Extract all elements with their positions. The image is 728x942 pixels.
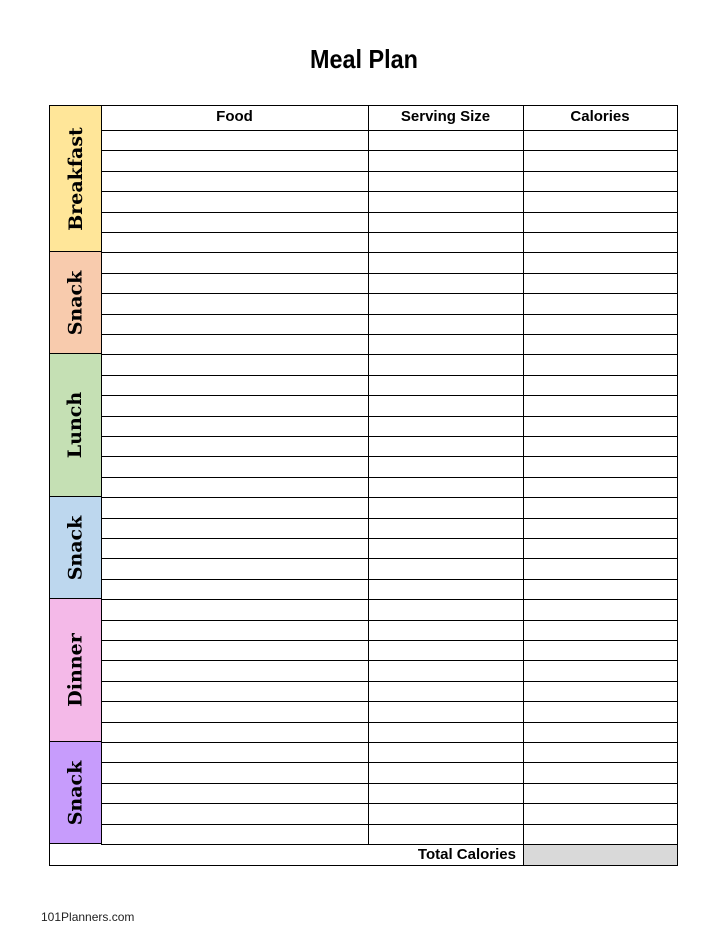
table-row-divider	[101, 681, 677, 682]
table-row-divider	[101, 334, 677, 335]
section-label: Snack	[64, 270, 87, 336]
header-divider	[101, 130, 677, 131]
table-row-divider	[101, 803, 677, 804]
table-row-divider	[101, 660, 677, 661]
column-header-calories: Calories	[570, 108, 630, 125]
table-row-divider	[101, 191, 677, 192]
table-row-divider	[101, 742, 677, 743]
food-column-divider	[368, 106, 369, 844]
table-row-divider	[101, 314, 677, 315]
section-snack-1	[50, 252, 101, 354]
table-row-divider	[101, 497, 677, 498]
section-dinner-4	[50, 599, 101, 742]
total-calories-label: Total Calories	[417, 846, 516, 863]
table-row-divider	[101, 436, 677, 437]
table-row-divider	[101, 171, 677, 172]
footer-brand: 101Planners.com	[41, 910, 135, 924]
table-row-divider	[101, 620, 677, 621]
table-row-divider	[101, 477, 677, 478]
table-row-divider	[101, 150, 677, 151]
table-row-divider	[101, 232, 677, 233]
table-row-divider	[101, 824, 677, 825]
table-row-divider	[101, 354, 677, 355]
section-snack-5	[50, 742, 101, 844]
table-row-divider	[101, 640, 677, 641]
meal-plan-table	[49, 105, 678, 866]
table-row-divider	[101, 579, 677, 580]
total-calories-value-cell[interactable]	[524, 845, 677, 865]
table-row-divider	[101, 273, 677, 274]
column-header-food: Food	[216, 108, 253, 125]
section-breakfast-0	[50, 106, 101, 252]
section-label: Dinner	[64, 633, 87, 707]
table-row-divider	[101, 518, 677, 519]
table-row-divider	[101, 844, 677, 845]
section-column-divider	[101, 106, 102, 844]
table-row-divider	[101, 395, 677, 396]
section-label: Breakfast	[64, 126, 87, 231]
table-row-divider	[101, 783, 677, 784]
section-label: Snack	[64, 760, 87, 825]
table-row-divider	[101, 558, 677, 559]
page-title: Meal Plan	[310, 44, 418, 74]
table-row-divider	[101, 252, 677, 253]
table-row-divider	[101, 375, 677, 376]
table-row-divider	[101, 701, 677, 702]
serving-column-divider	[523, 106, 524, 865]
table-row-divider	[101, 456, 677, 457]
table-row-divider	[101, 599, 677, 600]
section-lunch-2	[50, 354, 101, 497]
section-snack-3	[50, 497, 101, 599]
section-label: Snack	[64, 515, 87, 580]
table-row-divider	[101, 538, 677, 539]
column-header-serving-size: Serving Size	[400, 108, 491, 125]
table-row-divider	[101, 293, 677, 294]
table-row-divider	[101, 212, 677, 213]
table-row-divider	[101, 416, 677, 417]
section-label: Lunch	[64, 392, 87, 459]
table-row-divider	[101, 762, 677, 763]
table-row-divider	[101, 722, 677, 723]
